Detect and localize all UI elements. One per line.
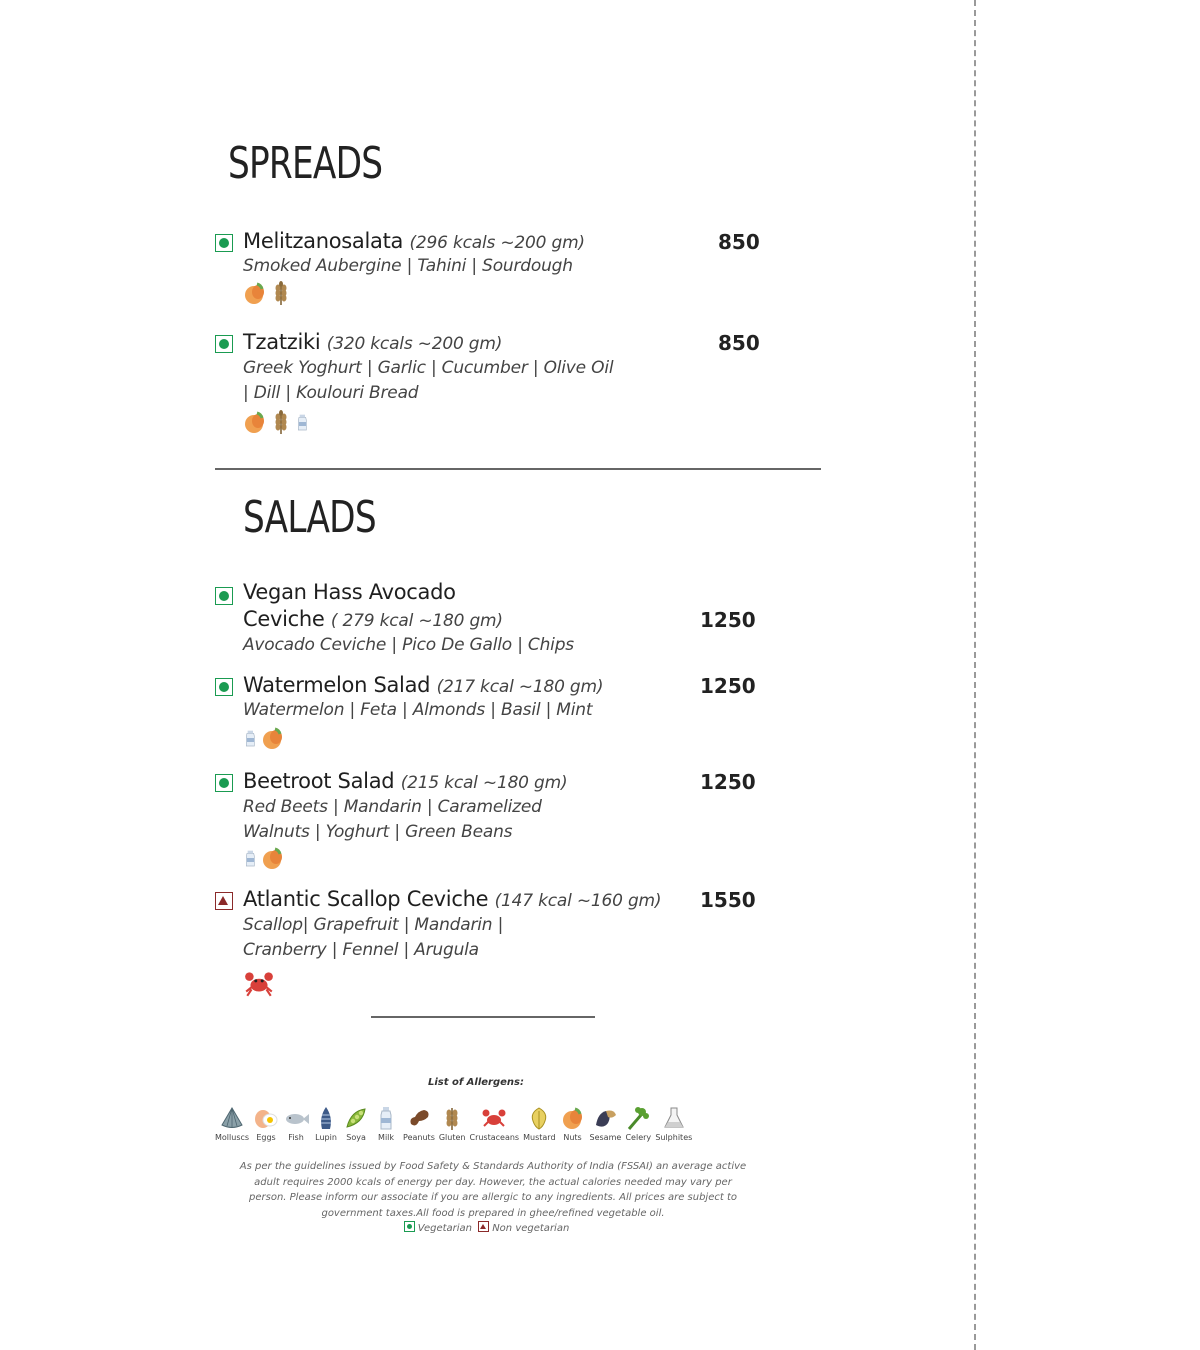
item-description <box>243 633 574 658</box>
description-line: Avocado Ceviche | Pico De Gallo | Chips <box>243 635 574 655</box>
description-line: Walnuts | Yoghurt | Green Beans <box>243 822 513 842</box>
veg-mark-icon <box>215 587 233 605</box>
item-price: 1550 <box>700 888 756 912</box>
legend-label: Fish <box>288 1133 304 1142</box>
item-name <box>243 228 585 257</box>
legend-label: Soya <box>346 1133 366 1142</box>
peanuts-icon <box>406 1105 432 1131</box>
legend-label: Milk <box>378 1133 395 1142</box>
mustard-icon <box>526 1105 552 1131</box>
legend-label: Celery <box>625 1133 652 1142</box>
nuts-icon <box>560 1105 586 1131</box>
legend-lupin <box>313 1105 339 1142</box>
item-name <box>243 886 661 915</box>
item-name <box>243 579 503 635</box>
legend-label: Eggs <box>256 1133 276 1142</box>
menu-item-watermelon-salad <box>215 672 775 757</box>
veg-mark-icon <box>215 335 233 353</box>
milk-icon <box>295 409 311 435</box>
item-allergens <box>243 280 293 306</box>
veg-mark-icon <box>215 774 233 792</box>
item-calories: (217 kcal ~180 gm) <box>436 677 604 697</box>
celery-icon <box>625 1105 651 1131</box>
sesame-icon <box>592 1105 618 1131</box>
eggs-icon <box>253 1105 279 1131</box>
item-name-text: Melitzanosalata <box>243 229 404 253</box>
menu-item-tzatziki <box>215 329 775 444</box>
description-line: Cranberry | Fennel | Arugula <box>243 940 479 960</box>
item-calories: (296 kcals ~200 gm) <box>409 233 585 253</box>
nonveg-key-label: Non vegetarian <box>492 1223 570 1234</box>
item-calories: ( 279 kcal ~180 gm) <box>330 611 503 631</box>
item-name <box>243 329 502 358</box>
item-allergens <box>243 409 311 435</box>
legend-label: Peanuts <box>403 1133 435 1142</box>
nonveg-mark-icon <box>478 1221 489 1232</box>
item-description <box>243 913 503 963</box>
legend-label: Sesame <box>589 1133 622 1142</box>
soya-icon <box>343 1105 369 1131</box>
item-price: 1250 <box>700 674 756 698</box>
molluscs-icon <box>219 1105 245 1131</box>
legend-nuts <box>560 1105 586 1142</box>
legend-sulphites <box>655 1105 692 1142</box>
section-title-salads: SALADS <box>243 492 376 543</box>
description-line: Scallop| Grapefruit | Mandarin | <box>243 915 504 935</box>
gluten-icon <box>269 409 293 435</box>
item-price: 1250 <box>700 608 756 632</box>
nuts-icon <box>243 280 267 306</box>
milk-icon <box>243 845 259 871</box>
item-name <box>243 672 603 701</box>
section-divider <box>215 468 821 470</box>
item-description <box>243 795 542 845</box>
item-price: 850 <box>718 230 760 254</box>
milk-icon <box>373 1105 399 1131</box>
item-name-text: Beetroot Salad <box>243 769 395 793</box>
item-allergens <box>243 845 285 871</box>
menu-item-atlantic-scallop-ceviche <box>215 886 775 1001</box>
menu-item-vegan-hass-avocado-ceviche <box>215 579 775 659</box>
legend-eggs <box>253 1105 279 1142</box>
diet-key <box>0 1221 970 1234</box>
legend-label: Crustaceans <box>469 1133 520 1142</box>
veg-key-label: Vegetarian <box>417 1223 473 1234</box>
item-calories: (320 kcals ~200 gm) <box>326 334 503 354</box>
disclaimer-line: government taxes.All food is prepared in ghee/refined vegetable oil. <box>321 1207 665 1219</box>
crustaceans-icon <box>481 1105 507 1131</box>
description-line: Smoked Aubergine | Tahini | Sourdough <box>243 256 573 276</box>
milk-icon <box>243 725 259 751</box>
disclaimer-line: person. Please inform our associate if you are allergic to any ingredients. All prices are subject to <box>249 1192 737 1203</box>
legend-label: Mustard <box>523 1133 556 1142</box>
legend-label: Lupin <box>315 1133 337 1142</box>
sulphites-icon <box>661 1105 687 1131</box>
item-name-text: Atlantic Scallop Ceviche <box>243 887 489 911</box>
legend-milk <box>373 1105 399 1142</box>
menu-item-melitzanosalata <box>215 228 775 318</box>
description-line: Greek Yoghurt | Garlic | Cucumber | Olive Oil <box>243 358 614 378</box>
allergen-legend <box>215 1105 696 1142</box>
legend-gluten <box>439 1105 466 1142</box>
disclaimer-line: As per the guidelines issued by Food Safety & Standards Authority of India (FSSAI) an average active <box>239 1161 747 1172</box>
legend-fish <box>283 1105 309 1142</box>
allergen-list-title: List of Allergens: <box>427 1077 525 1088</box>
item-calories: (147 kcal ~160 gm) <box>494 891 662 911</box>
legend-label: Gluten <box>438 1133 466 1142</box>
fssai-disclaimer <box>228 1159 758 1221</box>
legend-soya <box>343 1105 369 1142</box>
nuts-icon <box>261 725 285 751</box>
closing-divider <box>371 1016 595 1018</box>
gluten-icon <box>439 1105 465 1131</box>
veg-mark-icon <box>404 1221 415 1232</box>
item-description <box>243 698 592 723</box>
item-allergens <box>243 725 285 751</box>
item-description <box>243 356 613 406</box>
legend-celery <box>625 1105 651 1142</box>
nonveg-mark-icon <box>215 892 233 910</box>
legend-peanuts <box>403 1105 435 1142</box>
item-price: 850 <box>718 331 760 355</box>
legend-label: Molluscs <box>215 1133 250 1142</box>
description-line: Red Beets | Mandarin | Caramelized <box>243 797 542 817</box>
section-title-spreads: SPREADS <box>228 138 383 189</box>
item-name-text: Vegan Hass Avocado <box>243 580 456 604</box>
legend-sesame <box>590 1105 622 1142</box>
crustaceans-icon <box>243 968 275 998</box>
page-fold-dashed-line <box>974 0 976 1350</box>
fish-icon <box>283 1105 309 1131</box>
gluten-icon <box>269 280 293 306</box>
item-name <box>243 768 567 797</box>
item-name-text: Ceviche <box>243 607 325 631</box>
menu-item-beetroot-salad <box>215 768 775 878</box>
item-calories: (215 kcal ~180 gm) <box>400 773 568 793</box>
nuts-icon <box>261 845 285 871</box>
veg-mark-icon <box>215 678 233 696</box>
legend-label: Nuts <box>563 1133 582 1142</box>
veg-mark-icon <box>215 234 233 252</box>
item-price: 1250 <box>700 770 756 794</box>
lupin-icon <box>313 1105 339 1131</box>
item-name-text: Tzatziki <box>243 330 321 354</box>
description-line: Watermelon | Feta | Almonds | Basil | Mint <box>243 700 593 720</box>
legend-molluscs <box>215 1105 249 1142</box>
nuts-icon <box>243 409 267 435</box>
item-name-text: Watermelon Salad <box>243 673 431 697</box>
description-line: | Dill | Koulouri Bread <box>243 383 419 403</box>
legend-crustaceans <box>469 1105 519 1142</box>
item-description <box>243 254 573 279</box>
item-allergens <box>243 968 275 998</box>
disclaimer-line: adult requires 2000 kcals of energy per day. However, the actual calories needed may vary per <box>254 1176 732 1188</box>
legend-mustard <box>523 1105 555 1142</box>
legend-label: Sulphites <box>655 1133 693 1142</box>
